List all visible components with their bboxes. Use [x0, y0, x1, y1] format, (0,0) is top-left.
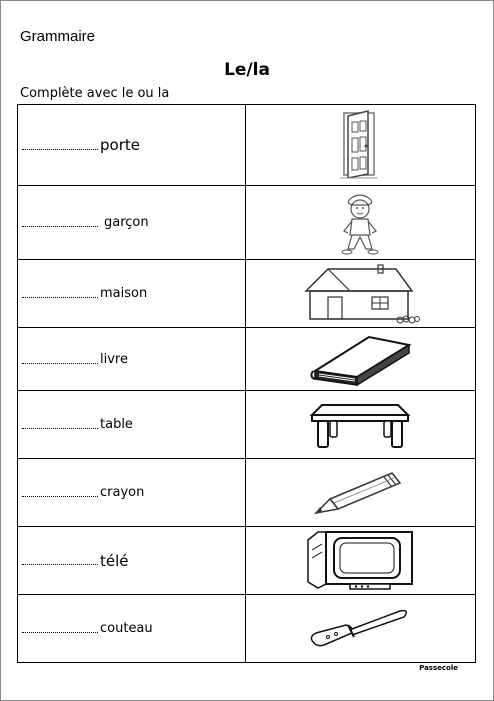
word-cell — [18, 105, 246, 186]
word-cell — [18, 527, 246, 595]
answer-blank[interactable] — [22, 149, 98, 150]
word-cell — [18, 391, 246, 459]
table-row — [18, 459, 476, 527]
answer-blank[interactable] — [22, 297, 98, 298]
pencil-icon — [308, 469, 412, 517]
footer-brand: Passecole — [419, 664, 458, 672]
tv-icon — [304, 530, 416, 592]
word-label: porte — [100, 136, 140, 154]
answer-blank[interactable] — [22, 632, 98, 633]
picture-cell — [245, 527, 475, 595]
picture-cell — [245, 260, 475, 328]
picture-cell — [245, 105, 475, 186]
page-title: Le/la — [224, 60, 270, 80]
word-label: télé — [100, 551, 129, 570]
word-cell — [18, 260, 246, 328]
table-row — [18, 595, 476, 663]
table-row — [18, 186, 476, 260]
word-label: livre — [100, 351, 128, 367]
answer-blank[interactable] — [22, 226, 98, 227]
word-label: table — [100, 417, 133, 432]
word-label: maison — [100, 286, 148, 301]
worksheet-table — [17, 104, 476, 663]
answer-blank[interactable] — [22, 564, 98, 565]
picture-cell — [245, 328, 475, 391]
picture-cell — [245, 186, 475, 260]
word-cell — [18, 459, 246, 527]
answer-blank[interactable] — [22, 496, 98, 497]
picture-cell — [245, 391, 475, 459]
table-icon — [308, 399, 412, 451]
word-cell — [18, 595, 246, 663]
picture-cell — [245, 459, 475, 527]
knife-icon — [304, 605, 416, 653]
answer-blank[interactable] — [22, 428, 98, 429]
table-row — [18, 105, 476, 186]
instruction-text: Complète avec le ou la — [20, 86, 170, 101]
boy-icon — [330, 189, 390, 257]
house-icon — [300, 263, 420, 325]
word-label: couteau — [100, 621, 153, 636]
table-row — [18, 260, 476, 328]
table-row — [18, 391, 476, 459]
word-label: crayon — [100, 485, 145, 500]
door-icon — [330, 108, 390, 182]
word-cell — [18, 328, 246, 391]
header-label: Grammaire — [20, 28, 96, 45]
table-row — [18, 328, 476, 391]
answer-blank[interactable] — [22, 363, 98, 364]
word-cell — [18, 186, 246, 260]
word-label: garçon — [104, 215, 149, 230]
book-icon — [305, 331, 415, 387]
table-row — [18, 527, 476, 595]
picture-cell — [245, 595, 475, 663]
